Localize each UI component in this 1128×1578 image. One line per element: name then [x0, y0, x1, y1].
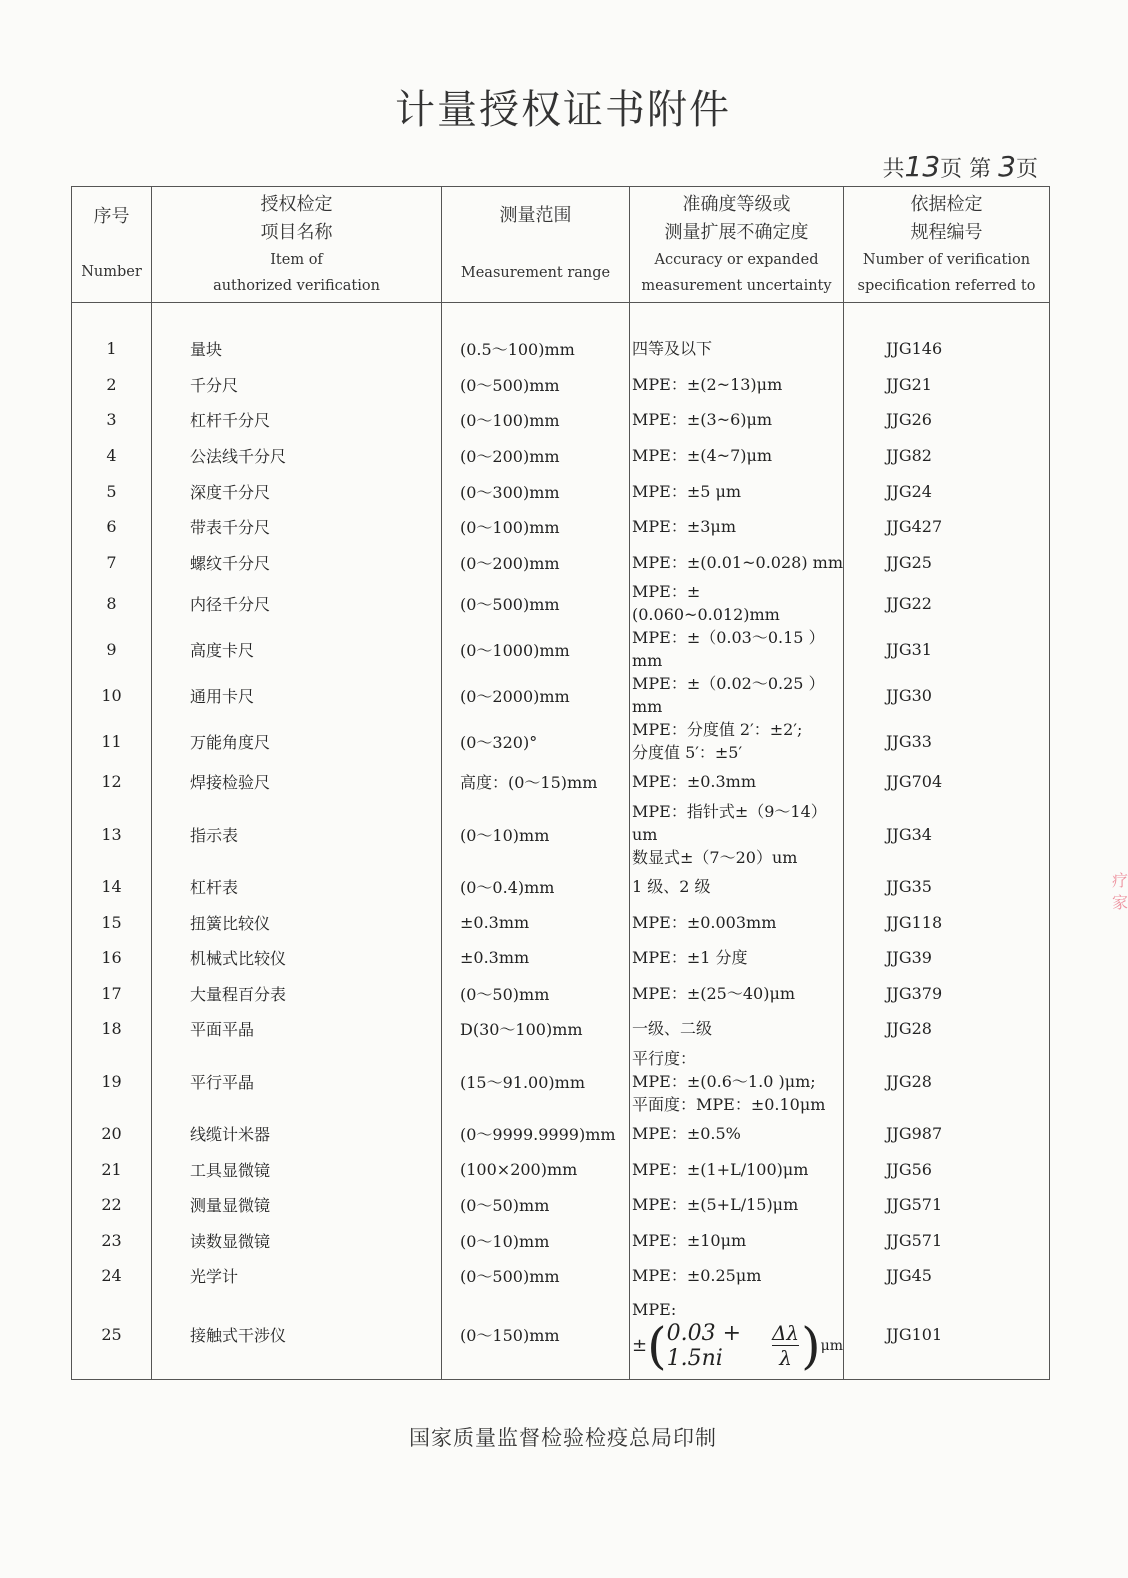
row-item-name: 千分尺 [152, 367, 442, 403]
table-row [72, 672, 1050, 718]
header-spec-en1: Number of verification [862, 251, 1031, 268]
row-accuracy-line: MPE：±0.3mm [632, 772, 757, 792]
row-accuracy [630, 509, 844, 545]
formula-left-paren: ( [647, 1316, 667, 1375]
row-spec: JJG34 [844, 800, 1050, 869]
row-item-name: 平行平晶 [152, 1047, 442, 1116]
row-item-name: 测量显微镜 [152, 1187, 442, 1223]
row-accuracy-line: MPE：±0.25μm [632, 1266, 762, 1286]
header-item-zh2: 项目名称 [260, 221, 333, 243]
row-spec: JJG28 [844, 1011, 1050, 1047]
row-accuracy-line: 平面度：MPE：±0.10μm [632, 1094, 826, 1114]
row-accuracy-line: MPE：±(1+L/100)μm [632, 1159, 809, 1179]
row-accuracy-line: 一级、二级 [632, 1019, 713, 1039]
row-number: 9 [72, 626, 152, 672]
table-row [72, 1294, 1050, 1380]
formula-denominator: λ [779, 1346, 792, 1371]
row-spec: JJG28 [844, 1047, 1050, 1116]
row-accuracy [630, 367, 844, 403]
row-range: ±0.3mm [442, 904, 630, 940]
table-row [72, 580, 1050, 626]
header-spec-zh2: 规程编号 [910, 221, 983, 243]
table-spacer-row [72, 303, 1050, 332]
row-number: 22 [72, 1187, 152, 1223]
row-number: 25 [72, 1294, 152, 1380]
row-accuracy-line: MPE：±0.003mm [632, 912, 777, 932]
row-accuracy-line: 四等及以下 [632, 339, 713, 359]
row-spec: JJG146 [844, 331, 1050, 367]
table-row [72, 626, 1050, 672]
table-row [72, 718, 1050, 764]
row-range: (0～50)mm [442, 1187, 630, 1223]
row-accuracy [630, 904, 844, 940]
row-accuracy-line: MPE：±(3~6)μm [632, 410, 773, 430]
row-spec: JJG45 [844, 1258, 1050, 1294]
row-range: (0～500)mm [442, 367, 630, 403]
header-number [72, 187, 152, 303]
row-number: 8 [72, 580, 152, 626]
row-range: (0～300)mm [442, 473, 630, 509]
table-row [72, 331, 1050, 367]
row-range: (0～9999.9999)mm [442, 1116, 630, 1152]
row-spec: JJG30 [844, 672, 1050, 718]
row-spec: JJG704 [844, 764, 1050, 800]
row-spec: JJG33 [844, 718, 1050, 764]
header-range-zh: 测量范围 [499, 204, 572, 226]
row-range: (0～150)mm [442, 1294, 630, 1380]
row-number: 11 [72, 718, 152, 764]
row-accuracy-line: MPE：±1 分度 [632, 948, 748, 968]
row-accuracy-line: 数显式±（7～20）um [632, 847, 798, 867]
row-number: 4 [72, 438, 152, 474]
row-accuracy [630, 1258, 844, 1294]
row-number: 19 [72, 1047, 152, 1116]
table-header-row [72, 187, 1050, 303]
header-acc-en2: measurement uncertainty [641, 277, 832, 294]
header-range-en: Measurement range [460, 264, 611, 281]
row-range: (0～10)mm [442, 1223, 630, 1259]
row-spec: JJG101 [844, 1294, 1050, 1380]
row-spec: JJG39 [844, 940, 1050, 976]
row-spec: JJG118 [844, 904, 1050, 940]
row-number: 20 [72, 1116, 152, 1152]
row-item-name: 高度卡尺 [152, 626, 442, 672]
row-number: 2 [72, 367, 152, 403]
row-number: 24 [72, 1258, 152, 1294]
row-accuracy [630, 402, 844, 438]
row-range: (0～2000)mm [442, 672, 630, 718]
row-spec: JJG571 [844, 1223, 1050, 1259]
header-accuracy [630, 187, 844, 303]
formula-unit: μm [820, 1337, 843, 1354]
page-count-mid: 页 第 [940, 157, 992, 182]
row-accuracy-label: MPE: [632, 1299, 677, 1319]
row-accuracy-line: MPE：±(0.6～1.0 )μm; [632, 1071, 816, 1091]
red-seal-fragment [1112, 870, 1126, 1090]
row-number: 15 [72, 904, 152, 940]
row-accuracy-line: 分度值 5′：±5′ [632, 743, 743, 763]
row-spec: JJG21 [844, 367, 1050, 403]
row-accuracy-line: MPE：±10μm [632, 1230, 747, 1250]
row-number: 10 [72, 672, 152, 718]
row-range: (0～200)mm [442, 438, 630, 474]
row-number: 18 [72, 1011, 152, 1047]
row-spec: JJG82 [844, 438, 1050, 474]
header-range [442, 187, 630, 303]
row-range: (0～320)° [442, 718, 630, 764]
page-count-total: 13 [904, 150, 941, 183]
row-item-name: 工具显微镜 [152, 1151, 442, 1187]
row-accuracy [630, 1011, 844, 1047]
row-range: ±0.3mm [442, 940, 630, 976]
row-item-name: 读数显微镜 [152, 1223, 442, 1259]
row-item-name: 光学计 [152, 1258, 442, 1294]
formula-right-paren: ) [801, 1316, 821, 1375]
table-row [72, 940, 1050, 976]
header-item-en1: Item of [270, 251, 323, 268]
row-number: 14 [72, 869, 152, 905]
row-number: 6 [72, 509, 152, 545]
footer-printer: 国家质量监督检验检疫总局印制 [409, 1426, 717, 1450]
header-acc-zh1: 准确度等级或 [682, 193, 791, 215]
row-accuracy-line: MPE：±(4~7)μm [632, 446, 773, 466]
row-number: 23 [72, 1223, 152, 1259]
row-item-name: 公法线千分尺 [152, 438, 442, 474]
row-accuracy-line: 1 级、2 级 [632, 877, 711, 897]
row-item-name: 螺纹千分尺 [152, 545, 442, 581]
row-item-name: 量块 [152, 331, 442, 367]
header-number-zh: 序号 [93, 205, 130, 227]
row-accuracy-line: MPE：±（0.02～0.25 ）mm [632, 674, 825, 717]
row-item-name: 接触式干涉仪 [152, 1294, 442, 1380]
row-item-name: 扭簧比较仪 [152, 904, 442, 940]
page-count-current: 3 [998, 150, 1016, 183]
row-accuracy [630, 1151, 844, 1187]
row-range: (0～100)mm [442, 402, 630, 438]
table-row [72, 976, 1050, 1012]
table-row [72, 473, 1050, 509]
authorization-table [71, 186, 1050, 1380]
row-item-name: 深度千分尺 [152, 473, 442, 509]
row-spec: JJG987 [844, 1116, 1050, 1152]
table-row [72, 869, 1050, 905]
row-accuracy [630, 800, 844, 869]
row-spec: JJG31 [844, 626, 1050, 672]
table-row [72, 509, 1050, 545]
row-spec: JJG56 [844, 1151, 1050, 1187]
row-item-name: 大量程百分表 [152, 976, 442, 1012]
row-accuracy-line: MPE：±(25～40)μm [632, 983, 796, 1003]
seal-text: 疗 家 [1112, 871, 1128, 912]
row-range: (100×200)mm [442, 1151, 630, 1187]
row-spec: JJG35 [844, 869, 1050, 905]
row-accuracy [630, 718, 844, 764]
formula-pm: ± [632, 1335, 648, 1357]
row-item-name: 线缆计米器 [152, 1116, 442, 1152]
row-number: 13 [72, 800, 152, 869]
row-number: 12 [72, 764, 152, 800]
row-accuracy [630, 1223, 844, 1259]
row-item-name: 通用卡尺 [152, 672, 442, 718]
row-item-name: 平面平晶 [152, 1011, 442, 1047]
row-accuracy [630, 869, 844, 905]
page-count-prefix: 共 [882, 157, 905, 182]
row-spec: JJG379 [844, 976, 1050, 1012]
row-spec: JJG22 [844, 580, 1050, 626]
row-accuracy-line: MPE：±5 μm [632, 481, 742, 501]
header-number-en: Number [81, 263, 142, 280]
row-accuracy-line: MPE：±3μm [632, 517, 736, 537]
table-row [72, 1223, 1050, 1259]
row-range: (0～0.4)mm [442, 869, 630, 905]
table-row [72, 764, 1050, 800]
row-range: D(30～100)mm [442, 1011, 630, 1047]
row-range: (0.5～100)mm [442, 331, 630, 367]
row-accuracy-line: MPE：分度值 2′：±2′; [632, 720, 803, 740]
row-item-name: 内径千分尺 [152, 580, 442, 626]
header-spec [844, 187, 1050, 303]
row-spec: JJG571 [844, 1187, 1050, 1223]
table-row [72, 1187, 1050, 1223]
row-range: 高度：(0～15)mm [442, 764, 630, 800]
row-accuracy [630, 672, 844, 718]
table-row [72, 545, 1050, 581]
row-number: 16 [72, 940, 152, 976]
header-spec-en2: specification referred to [857, 277, 1036, 294]
row-accuracy-line: MPE：±(0.01~0.028) mm [632, 552, 843, 572]
row-accuracy [630, 1047, 844, 1116]
row-number: 17 [72, 976, 152, 1012]
row-accuracy-line: MPE：±（0.03～0.15 ）mm [632, 628, 825, 671]
table-row [72, 402, 1050, 438]
row-item-name: 指示表 [152, 800, 442, 869]
row-item-name: 杠杆表 [152, 869, 442, 905]
row-accuracy [630, 1294, 844, 1380]
header-item-zh1: 授权检定 [260, 193, 333, 215]
formula-fraction [772, 1321, 799, 1370]
table-row [72, 1011, 1050, 1047]
row-accuracy-line: 平行度： [632, 1048, 697, 1068]
table-row [72, 904, 1050, 940]
row-accuracy [630, 976, 844, 1012]
row-range: (0～10)mm [442, 800, 630, 869]
row-spec: JJG24 [844, 473, 1050, 509]
table-row [72, 367, 1050, 403]
table-row [72, 1116, 1050, 1152]
row-accuracy [630, 1116, 844, 1152]
row-accuracy-line: MPE：指针式±（9～14）um [632, 801, 827, 844]
page-count-suffix: 页 [1015, 157, 1038, 182]
header-acc-zh2: 测量扩展不确定度 [664, 221, 809, 243]
row-accuracy [630, 940, 844, 976]
page-count [883, 150, 1039, 183]
row-item-name: 带表千分尺 [152, 509, 442, 545]
row-accuracy [630, 545, 844, 581]
row-accuracy [630, 580, 844, 626]
row-item-name: 万能角度尺 [152, 718, 442, 764]
formula-numerator: Δλ [771, 1321, 800, 1346]
header-acc-en1: Accuracy or expanded [654, 251, 819, 268]
row-number: 5 [72, 473, 152, 509]
page-title: 计量授权证书附件 [395, 87, 731, 133]
row-range: (0～100)mm [442, 509, 630, 545]
row-accuracy-line: MPE：±(2~13)μm [632, 374, 783, 394]
row-accuracy-line: MPE：±0.5% [632, 1124, 741, 1144]
header-spec-zh1: 依据检定 [910, 193, 983, 215]
header-item [152, 187, 442, 303]
table-row [72, 1151, 1050, 1187]
row-spec: JJG427 [844, 509, 1050, 545]
row-number: 21 [72, 1151, 152, 1187]
row-spec: JJG26 [844, 402, 1050, 438]
row-range: (15～91.00)mm [442, 1047, 630, 1116]
row-item-name: 焊接检验尺 [152, 764, 442, 800]
row-accuracy [630, 626, 844, 672]
row-spec: JJG25 [844, 545, 1050, 581]
row-range: (0～500)mm [442, 1258, 630, 1294]
row-accuracy [630, 1187, 844, 1223]
row-number: 1 [72, 331, 152, 367]
row-range: (0～1000)mm [442, 626, 630, 672]
table-row [72, 800, 1050, 869]
table-row [72, 1047, 1050, 1116]
row-range: (0～200)mm [442, 545, 630, 581]
row-range: (0～50)mm [442, 976, 630, 1012]
header-item-en2: authorized verification [213, 277, 380, 294]
uncertainty-formula [632, 1316, 843, 1375]
row-number: 7 [72, 545, 152, 581]
row-item-name: 机械式比较仪 [152, 940, 442, 976]
row-number: 3 [72, 402, 152, 438]
row-accuracy [630, 764, 844, 800]
row-accuracy-line: MPE：±(0.060~0.012)mm [632, 582, 780, 625]
formula-main: 0.03 + 1.5ni [666, 1320, 742, 1371]
table-row [72, 438, 1050, 474]
row-accuracy [630, 438, 844, 474]
row-item-name: 杠杆千分尺 [152, 402, 442, 438]
table-row [72, 1258, 1050, 1294]
row-range: (0～500)mm [442, 580, 630, 626]
row-accuracy [630, 331, 844, 367]
row-accuracy [630, 473, 844, 509]
row-accuracy-line: MPE：±(5+L/15)μm [632, 1195, 799, 1215]
